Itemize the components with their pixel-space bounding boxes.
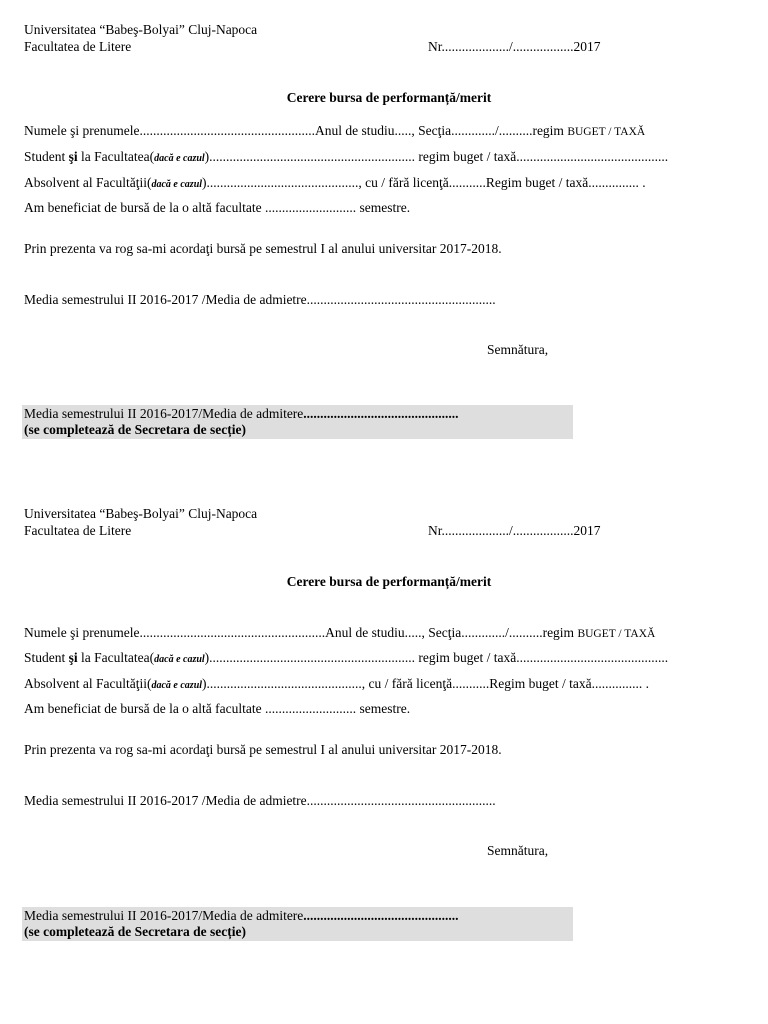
student-line: Student şi la Facultatea(dacă e cazul)............................................................. regim buget / taxă............................................. <box>24 650 669 665</box>
request-text: Prin prezenta va rog sa-mi acordaţi bursă pe semestrul I al anului universitar 2017-2018. <box>24 742 502 757</box>
faculty-name: Facultatea de Litere <box>24 39 132 54</box>
secretary-note: (se completează de Secretara de secție) <box>24 422 247 437</box>
secretary-note: (se completează de Secretara de secție) <box>24 924 247 939</box>
secretary-average-line: Media semestrului II 2016-2017/Media de admitere.............................................. <box>24 908 459 923</box>
secretary-box <box>22 405 573 439</box>
university-name: Universitatea “Babeş-Bolyai” Cluj-Napoca <box>24 506 258 521</box>
registration-number: Nr..................../..................2017 <box>428 39 601 54</box>
form-title: Cerere bursa de performanță/merit <box>286 574 492 589</box>
average-line: Media semestrului II 2016-2017 /Media de admietre........................................................ <box>24 292 496 307</box>
secretary-average-line: Media semestrului II 2016-2017/Media de admitere.............................................. <box>24 406 459 421</box>
name-line: Numele şi prenumele....................................................Anul de studiu....., Secţia............./..........regim BUGET / TAXĂ <box>24 123 646 138</box>
faculty-name: Facultatea de Litere <box>24 523 132 538</box>
other-scholarship-line: Am beneficiat de bursă de la o altă facultate ........................... semestre. <box>24 200 411 215</box>
other-scholarship-line: Am beneficiat de bursă de la o altă facultate ........................... semestre. <box>24 701 411 716</box>
university-name: Universitatea “Babeş-Bolyai” Cluj-Napoca <box>24 22 258 37</box>
student-line: Student şi la Facultatea(dacă e cazul)............................................................. regim buget / taxă............................................. <box>24 149 669 164</box>
graduate-line: Absolvent al Facultăţii(dacă e cazul).............................................., cu / fără licenţă...........Regim buget / taxă............... . <box>24 676 649 691</box>
average-line: Media semestrului II 2016-2017 /Media de admietre........................................................ <box>24 793 496 808</box>
signature-label: Semnătura, <box>487 342 549 357</box>
request-form-1 <box>0 0 768 470</box>
secretary-box <box>22 907 573 941</box>
request-text: Prin prezenta va rog sa-mi acordaţi bursă pe semestrul I al anului universitar 2017-2018. <box>24 241 502 256</box>
signature-label: Semnătura, <box>487 843 549 858</box>
name-line: Numele şi prenumele.......................................................Anul de studiu....., Secţia............./..........regim BUGET / TAXĂ <box>24 625 656 640</box>
request-form-2 <box>0 484 768 954</box>
form-title: Cerere bursa de performanță/merit <box>286 90 492 105</box>
graduate-line: Absolvent al Facultăţii(dacă e cazul)............................................., cu / fără licenţă...........Regim buget / taxă............... . <box>24 175 646 190</box>
registration-number: Nr..................../..................2017 <box>428 523 601 538</box>
